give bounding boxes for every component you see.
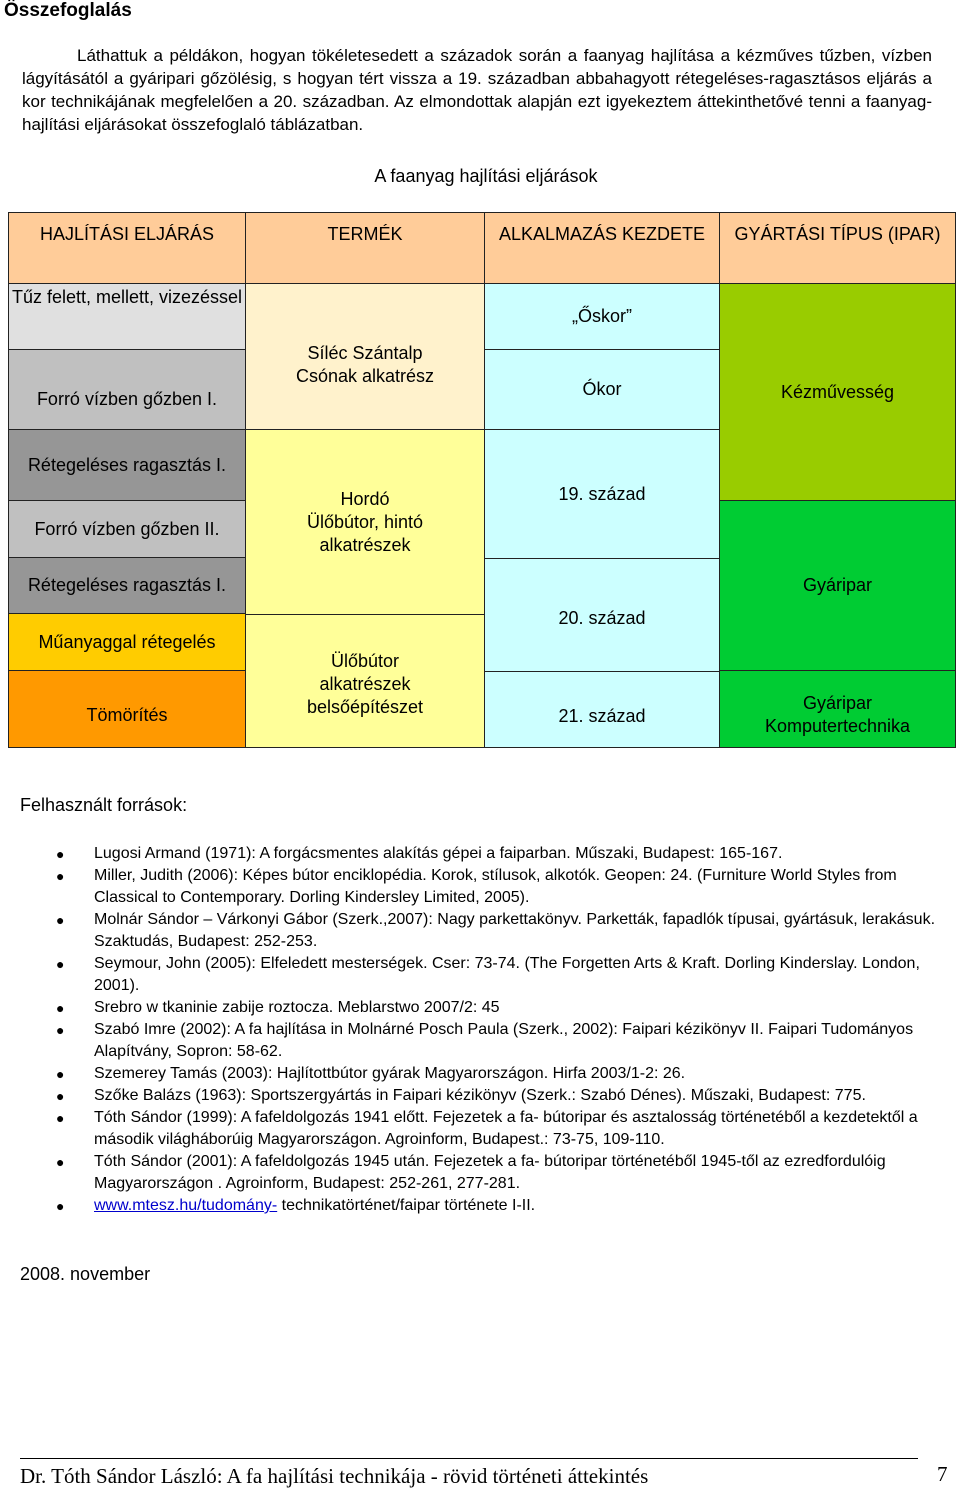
industry-cell: Gyáripar bbox=[719, 500, 956, 671]
source-text: Szabó Imre (2002): A fa hajlítása in Molnárné Posch Paula (Szerk., 2002): Faipari kézikönyv II. Faipari Tudományos Alapítvány, Sopron: 58-62. bbox=[94, 1021, 914, 1060]
source-text: Szőke Balázs (1963): Sportszergyártás in Faipari kézikönyv (Szerk.: Szabó Dénes). Műszaki, Budapest: 775. bbox=[94, 1087, 866, 1104]
bullet-icon: ● bbox=[56, 868, 65, 884]
industry-cell: Gyáripar Komputertechnika bbox=[719, 670, 956, 748]
bending-methods-table bbox=[8, 212, 956, 748]
start-cell: Ókor bbox=[484, 349, 720, 430]
list-item bbox=[56, 1151, 944, 1195]
bullet-icon: ● bbox=[56, 846, 65, 862]
product-cell: Ülőbútor alkatrészek belsőépítészet bbox=[245, 614, 485, 748]
source-text: Tóth Sándor (2001): A fafeldolgozás 1945 után. Fejezetek a fa- bútoripar történetéből 1945-től az ezredfordulóig Magyarországon . Agroinform, Budapest: 252-261, 277-281. bbox=[94, 1153, 886, 1192]
list-item bbox=[56, 865, 944, 909]
bullet-icon: ● bbox=[56, 912, 65, 928]
product-cell: Síléc Szántalp Csónak alkatrész bbox=[245, 283, 485, 430]
start-cell: 20. század bbox=[484, 558, 720, 672]
product-cell: Hordó Ülőbútor, hintó alkatrészek bbox=[245, 429, 485, 615]
method-cell: Tömörítés bbox=[8, 670, 246, 748]
header-product: TERMÉK bbox=[245, 212, 485, 284]
source-text: Szemerey Tamás (2003): Hajlítottbútor gyárak Magyarországon. Hirfa 2003/1-2: 26. bbox=[94, 1065, 686, 1082]
source-link[interactable]: www.mtesz.hu/tudomány- bbox=[94, 1197, 278, 1214]
bullet-icon: ● bbox=[56, 1198, 65, 1214]
list-item bbox=[56, 1085, 944, 1107]
list-item bbox=[56, 1195, 944, 1217]
method-cell: Forró vízben gőzben II. bbox=[8, 500, 246, 558]
source-text: Seymour, John (2005): Elfeledett mesterségek. Cser: 73-74. (The Forgetten Arts & Kraft. Dorling Kinderslay. London, 2001). bbox=[94, 955, 920, 994]
section-heading: Összefoglalás bbox=[4, 0, 132, 21]
document-date: 2008. november bbox=[20, 1264, 151, 1284]
method-cell: Rétegeléses ragasztás I. bbox=[8, 429, 246, 501]
list-item bbox=[56, 997, 944, 1019]
page-number: 7 bbox=[937, 1462, 948, 1486]
source-text: Miller, Judith (2006): Képes bútor enciklopédia. Korok, stílusok, alkotók. Geopen: 24. (Furniture World Styles from Classical to Contemporary. Dorling Kindersley Limited, 2005). bbox=[94, 867, 897, 906]
start-cell: 21. század bbox=[484, 671, 720, 748]
list-item bbox=[56, 1107, 944, 1151]
header-method: HAJLÍTÁSI ELJÁRÁS bbox=[8, 212, 246, 284]
list-item bbox=[56, 1063, 944, 1085]
bullet-icon: ● bbox=[56, 1066, 65, 1082]
method-cell: Rétegeléses ragasztás I. bbox=[8, 557, 246, 614]
start-cell: „Őskor” bbox=[484, 283, 720, 350]
bullet-icon: ● bbox=[56, 1022, 65, 1038]
sources-list bbox=[56, 843, 944, 1217]
bullet-icon: ● bbox=[56, 1154, 65, 1170]
source-text: Tóth Sándor (1999): A fafeldolgozás 1941 előtt. Fejezetek a fa- bútoripar és asztalosság történetéből a kezdetektől a második világháborúig Magyarországon. Agroinform, Budapest.: 73-75, 109-110. bbox=[94, 1109, 918, 1148]
list-item bbox=[56, 843, 944, 865]
method-cell: Tűz felett, mellett, vizezéssel bbox=[8, 283, 246, 350]
method-cell: Műanyaggal rétegelés bbox=[8, 613, 246, 671]
list-item bbox=[56, 909, 944, 953]
method-cell: Forró vízben gőzben I. bbox=[8, 349, 246, 430]
list-item bbox=[56, 1019, 944, 1063]
industry-cell: Kézművesség bbox=[719, 283, 956, 501]
footer-divider bbox=[20, 1458, 918, 1459]
header-industry: GYÁRTÁSI TÍPUS (IPAR) bbox=[719, 212, 956, 284]
source-text: Molnár Sándor – Várkonyi Gábor (Szerk.,2007): Nagy parkettakönyv. Parketták, fapadlók típusai, gyártásuk, lerakásuk. Szaktudás, Budapest: 252-253. bbox=[94, 911, 936, 950]
bullet-icon: ● bbox=[56, 956, 65, 972]
summary-paragraph bbox=[22, 44, 932, 136]
summary-text: Láthattuk a példákon, hogyan tökéletesedett a századok során a faanyag hajlítása a kézműves tűzben, vízben lágyításától a gyáripari gőzölésig, s hogyan tért vissza a 19. században abbahagyott rétegeléses-ragasztásos eljárás a kor technikájának megfelelően a 20. században. Az elmondottak alapján ezt igyekeztem áttekinthetővé tenni a faanyag-hajlítási eljárásokat összefoglaló táblázatban. bbox=[22, 46, 932, 134]
bullet-icon: ● bbox=[56, 1088, 65, 1104]
bullet-icon: ● bbox=[56, 1000, 65, 1016]
source-text: Srebro w tkaninie zabije roztocza. Meblarstwo 2007/2: 45 bbox=[94, 999, 500, 1016]
source-text: technikatörténet/faipar története I-II. bbox=[277, 1197, 536, 1214]
header-start: ALKALMAZÁS KEZDETE bbox=[484, 212, 720, 284]
bullet-icon: ● bbox=[56, 1110, 65, 1126]
table-title: A faanyag hajlítási eljárások bbox=[374, 166, 598, 186]
source-text: Lugosi Armand (1971): A forgácsmentes alakítás gépei a faiparban. Műszaki, Budapest: 165-167. bbox=[94, 845, 783, 862]
sources-title: Felhasznált források: bbox=[20, 795, 188, 815]
start-cell: 19. század bbox=[484, 429, 720, 559]
list-item bbox=[56, 953, 944, 997]
footer-text: Dr. Tóth Sándor László: A fa hajlítási technikája - rövid történeti áttekintés bbox=[20, 1464, 649, 1488]
